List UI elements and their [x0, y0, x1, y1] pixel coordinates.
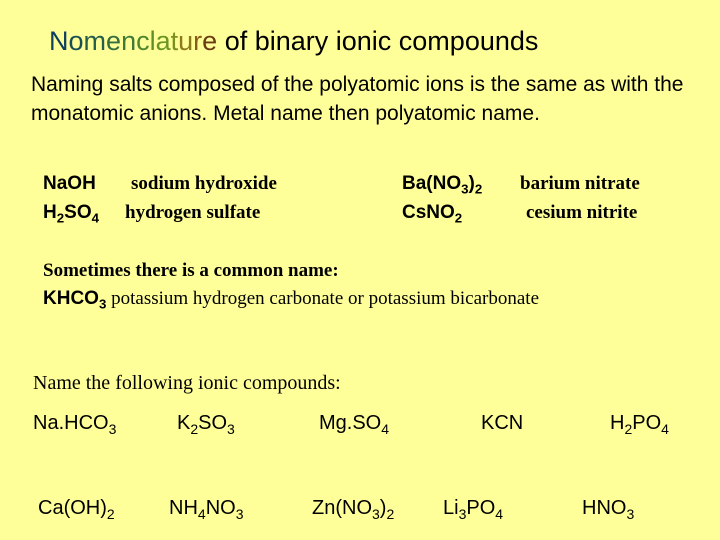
name-h2so4: hydrogen sulfate	[125, 202, 261, 223]
f-sub: 3	[98, 296, 107, 312]
f-sub: 2	[386, 505, 395, 522]
f-part: PO	[466, 497, 496, 519]
f-part: Ba(NO	[402, 173, 462, 194]
exercise-item	[33, 412, 116, 435]
common-name-text: potassium hydrogen carbonate or potassium bicarbonate	[106, 288, 540, 309]
f-part: K	[177, 412, 191, 434]
intro-paragraph: Naming salts composed of the polyatomic ions is the same as with the monatomic anions. Metal name then polyatomic name.	[31, 73, 684, 125]
title-seg: u	[178, 26, 194, 56]
title-seg: r	[193, 26, 203, 56]
f-sub: 4	[381, 420, 390, 437]
common-name-line	[43, 288, 539, 310]
f-part: SO	[64, 202, 92, 223]
name-bano3: barium nitrate	[520, 173, 640, 194]
f-part: CsNO	[402, 202, 455, 223]
f-sub: 3	[626, 505, 635, 522]
title-seg: N	[49, 26, 69, 56]
f-part: NH	[169, 497, 198, 519]
title-seg: n	[121, 26, 137, 56]
exercise-item	[177, 412, 235, 435]
formula-khco3	[43, 288, 107, 312]
f-part: Ca(OH)	[38, 497, 107, 519]
title-seg: c	[136, 26, 150, 56]
f-sub: 4	[197, 505, 206, 522]
f-part: NO	[205, 497, 236, 519]
f-sub: 2	[474, 181, 483, 197]
formula-h2so4	[43, 202, 99, 224]
formula-naoh: NaOH	[43, 173, 96, 194]
f-part: )	[379, 497, 387, 519]
f-sub: 2	[106, 505, 115, 522]
formula-csno2	[402, 202, 462, 224]
f-part: KCN	[481, 412, 524, 434]
f-part: SO	[198, 412, 228, 434]
title-seg: l	[149, 26, 156, 56]
formula-bano3	[402, 173, 482, 195]
title-seg: a	[155, 26, 171, 56]
f-part: H	[43, 202, 57, 223]
f-sub: 3	[227, 420, 235, 437]
f-sub: 2	[56, 210, 65, 226]
exercise-item	[312, 497, 394, 520]
f-part: )	[468, 173, 475, 194]
f-sub: 3	[461, 181, 469, 197]
f-part: Li	[443, 497, 459, 519]
name-naoh: sodium hydroxide	[131, 173, 277, 194]
common-name-heading: Sometimes there is a common name:	[43, 260, 339, 281]
exercise-item	[38, 497, 115, 520]
exercise-prompt: Name the following ionic compounds:	[33, 372, 341, 394]
f-sub: 4	[495, 505, 504, 522]
exercise-item	[443, 497, 503, 520]
f-part: Zn(NO	[312, 497, 372, 519]
f-part: H	[610, 412, 625, 434]
f-sub: 2	[190, 420, 199, 437]
f-part: HNO	[582, 497, 627, 519]
f-part: KHCO	[43, 288, 99, 309]
f-sub: 3	[372, 505, 380, 522]
title-seg: e	[202, 26, 218, 56]
example-naoh	[43, 173, 96, 195]
f-sub: 4	[661, 420, 669, 437]
title-seg: o	[68, 26, 84, 56]
exercise-item	[319, 412, 389, 435]
title-seg: m	[83, 26, 107, 56]
exercise-item	[169, 497, 243, 520]
exercise-item	[481, 412, 523, 435]
f-part: Mg.SO	[319, 412, 382, 434]
name-csno2: cesium nitrite	[526, 202, 638, 223]
title-seg: of binary ionic compounds	[217, 26, 539, 56]
exercise-item	[610, 412, 669, 435]
exercise-item	[582, 497, 634, 520]
f-part: Na.HCO	[33, 412, 109, 434]
f-sub: 4	[91, 210, 99, 226]
slide-title	[49, 26, 538, 57]
f-sub: 2	[454, 210, 463, 226]
f-part: PO	[632, 412, 662, 434]
title-seg: e	[106, 26, 122, 56]
f-sub: 2	[624, 420, 633, 437]
f-sub: 3	[108, 420, 117, 437]
f-sub: 3	[458, 505, 467, 522]
title-seg: t	[170, 26, 179, 56]
f-sub: 3	[235, 505, 244, 522]
